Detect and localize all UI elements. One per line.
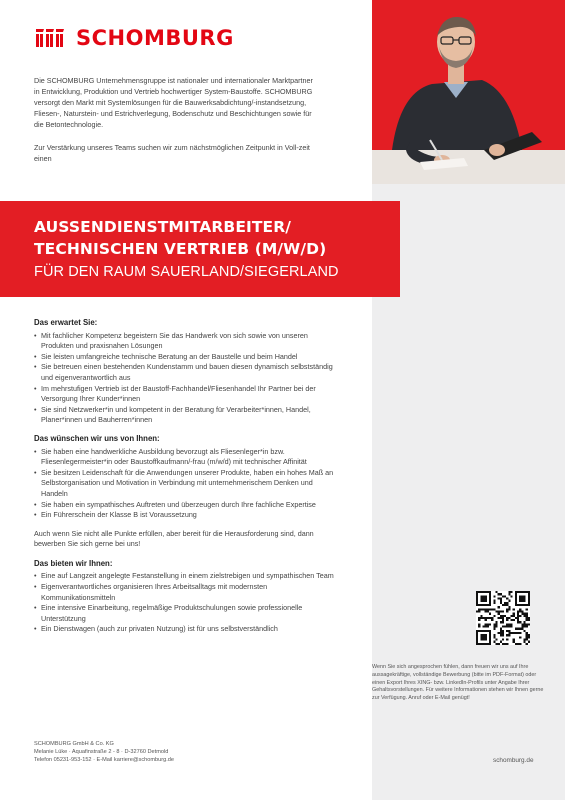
intro-paragraph: Die SCHOMBURG Unternehmensgruppe ist nationaler und internationaler Marktpartner in Entwicklung, Produktion und Vertrieb hochwertiger System-Baustoffe. SCHOMBURG versorgt den Markt mit Systemlösungen für die Bauwerksabdichtung/-instandsetzung, Fliesen-, Naturstein- und Estrichverlegung, Bodenschutz und Beschichtungen sowie für die Betontechnologie. (34, 76, 313, 129)
footer-contact (34, 740, 174, 765)
list-item: • Eine auf Langzeit angelegte Festanstellung in einem zielstrebigen und sympathischen Team (34, 571, 334, 582)
wishes-section (34, 434, 334, 521)
intro-search-paragraph: Zur Verstärkung unseres Teams suchen wir zum nächstmöglichen Zeitpunkt in Voll-zeit einen (34, 143, 310, 163)
footer-phone-email[interactable]: Telefon 05231-953-152 · E-Mail karriere@schomburg.de (34, 757, 174, 764)
footer-address: Melanie Lüke · Aquafinstraße 2 - 8 · D-32760 Detmold (34, 749, 169, 756)
list-item: • Mit fachlicher Kompetenz begeistern Sie das Handwerk von sich sowie von unseren Produkten und praxisnahen Lösungen (34, 331, 334, 352)
schomburg-logo-mark-icon (34, 27, 68, 49)
list-item: • Sie besitzen Leidenschaft für die Anwendungen unserer Produkte, haben ein hohes Maß an Selbstorganisation und Motivation in Verbindung mit unternehmerischem Denken und Handeln (34, 468, 334, 500)
list-item: • Sie sind Netzwerker*in und kompetent in der Beratung für Verarbeiter*innen, Handel, Planer*innen und Bauherren*innen (34, 405, 334, 426)
job-details (34, 318, 334, 643)
list-item: • Sie leisten umfangreiche technische Beratung an der Baustelle und beim Handel (34, 352, 334, 363)
side-panel-background (372, 184, 565, 800)
website-link[interactable]: schomburg.de (493, 757, 534, 764)
expects-heading: Das erwartet Sie: (34, 318, 98, 327)
schomburg-logo (34, 26, 234, 50)
job-title-line-1: AUSSENDIENSTMITARBEITER/ (34, 218, 292, 236)
list-item: • Ein Führerschein der Klasse B ist Voraussetzung (34, 510, 334, 521)
qr-code[interactable] (476, 591, 530, 645)
list-item: • Sie betreuen einen bestehenden Kundenstamm und bauen diesen dynamisch selbstständig und eigenverantwortlich aus (34, 362, 334, 383)
job-region: FÜR DEN RAUM SAUERLAND/SIEGERLAND (34, 264, 339, 280)
expects-list (34, 331, 334, 426)
list-item: • Sie haben eine handwerkliche Ausbildung bevorzugt als Fliesenleger*in bzw. Fliesenlegermeister*in oder Baustoffkaufmann/-frau (m/w/d) mit technischer Affinität (34, 447, 334, 468)
list-item: • Im mehrstufigen Vertrieb ist der Baustoff-Fachhandel/Fliesenhandel Ihr Partner bei der Versorgung Ihrer Kunder*innen (34, 384, 334, 405)
list-item: • Eine intensive Einarbeitung, regelmäßige Produktschulungen sowie professionelle Unterstützung (34, 603, 334, 624)
application-note: Wenn Sie sich angesprochen fühlen, dann freuen wir uns auf Ihre aussagekräftige, vollständige Bewerbung (bitte im PDF-Format) oder einen Export Ihres XING- bzw. LinkedIn-Profils unter Angabe Ihrer Gehaltsvorstellungen. Für weitere Informationen stehen wir Ihnen gerne zur Verfügung. Anruf oder E-Mail genügt! (372, 664, 544, 702)
job-title-line-2: TECHNISCHEN VERTRIEB (M/W/D) (34, 240, 327, 258)
list-item: • Eigenverantwortliches organisieren Ihres Arbeitsalltags mit modernsten Kommunikationsmitteln (34, 582, 334, 603)
list-item: • Sie haben ein sympathisches Auftreten und überzeugen durch Ihre fachliche Expertise (34, 500, 334, 511)
company-intro (34, 75, 314, 176)
offers-section (34, 559, 334, 635)
footer-company: SCHOMBURG GmbH & Co. KG (34, 741, 114, 747)
encouragement-text: Auch wenn Sie nicht alle Punkte erfüllen, aber bereit für die Herausforderung sind, dann bewerben Sie sich gerne bei uns! (34, 528, 314, 549)
job-title-banner (0, 201, 400, 297)
brand-name: SCHOMBURG (76, 26, 234, 50)
list-item: • Ein Dienstwagen (auch zur privaten Nutzung) ist für uns selbstverständlich (34, 624, 334, 635)
offers-list (34, 571, 334, 635)
portrait-photo (372, 0, 565, 184)
man-writing-illustration (372, 0, 565, 184)
wishes-list (34, 447, 334, 521)
offers-heading: Das bieten wir Ihnen: (34, 558, 113, 568)
expects-section (34, 318, 334, 426)
wishes-heading: Das wünschen wir uns von Ihnen: (34, 433, 160, 443)
